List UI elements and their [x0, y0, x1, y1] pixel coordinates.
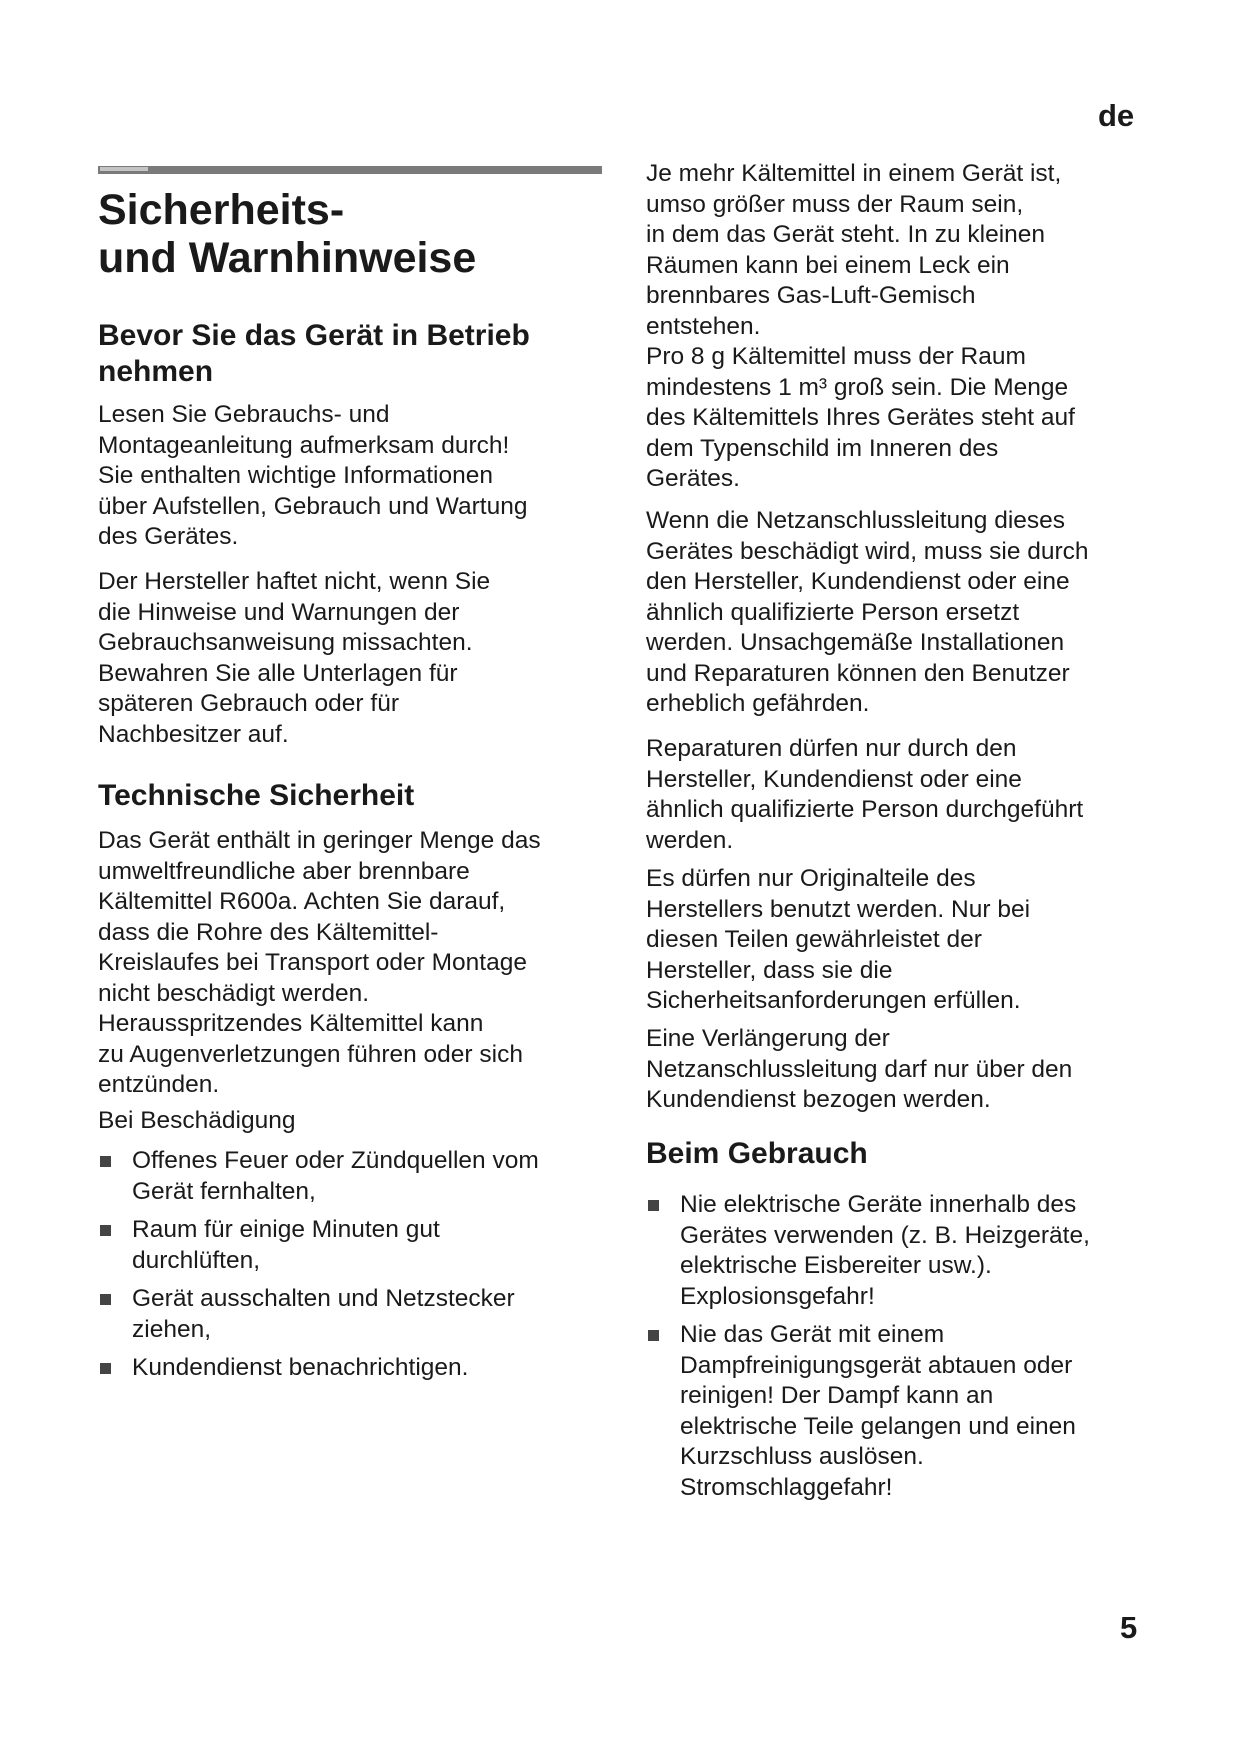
- section-rule: [98, 166, 602, 174]
- heading-before-use: [98, 318, 603, 390]
- paragraph-extension-cord: [646, 1024, 1166, 1116]
- text-line: ziehen,: [132, 1315, 212, 1343]
- text-line: Lesen Sie Gebrauchs- und: [98, 401, 390, 428]
- text-line: über Aufstellen, Gebrauch und Wartung: [98, 492, 528, 520]
- text-line: Kurzschluss auslösen.: [680, 1443, 924, 1470]
- text-line: des Kältemittels Ihres Gerätes steht auf: [646, 404, 1075, 431]
- bullet-square-icon: [648, 1200, 659, 1211]
- text-line: Herausspritzendes Kältemittel kann: [98, 1010, 484, 1037]
- text-line: Der Hersteller haftet nicht, wenn Sie: [98, 568, 491, 595]
- text-line: Gerätes verwenden (z. B. Heizgeräte,: [680, 1221, 1090, 1249]
- text-line: Gebrauchsanweisung missachten.: [98, 629, 473, 656]
- text-line: den Hersteller, Kundendienst oder eine: [646, 568, 1070, 595]
- text-line: Montageanleitung aufmerksam durch!: [98, 431, 510, 459]
- paragraph-read-instructions: [98, 400, 618, 553]
- text-line: Gerät ausschalten und Netzstecker: [132, 1285, 515, 1312]
- text-line: nicht beschädigt werden.: [98, 979, 370, 1007]
- rule-marker: [100, 167, 148, 171]
- text-line: ähnlich qualifizierte Person durchgeführt: [646, 796, 1084, 823]
- text-line: dass die Rohre des Kältemittel-: [98, 918, 439, 946]
- bullet-square-icon: [100, 1294, 111, 1305]
- text-line: Hersteller, Kundendienst oder eine: [646, 765, 1022, 793]
- page-title-line-1: Sicherheits-: [98, 186, 345, 234]
- text-line: umweltfreundliche aber brennbare: [98, 857, 470, 885]
- language-code: de: [1098, 98, 1135, 133]
- text-line: in dem das Gerät steht. In zu kleinen: [646, 221, 1046, 248]
- text-line: erheblich gefährden.: [646, 690, 870, 717]
- text-line: umso größer muss der Raum sein,: [646, 190, 1024, 218]
- text-line: elektrische Teile gelangen und einen: [680, 1412, 1076, 1440]
- heading-before-use-line-1: Bevor Sie das Gerät in Betrieb: [98, 319, 530, 352]
- text-line: Räumen kann bei einem Leck ein: [646, 251, 1010, 279]
- paragraph-refrigerant: [98, 826, 618, 1101]
- paragraph-in-case-of-damage: [98, 1106, 618, 1137]
- text-line: Nie das Gerät mit einem: [680, 1321, 945, 1348]
- text-line: Nachbesitzer auf.: [98, 720, 289, 748]
- text-line: entstehen.: [646, 312, 761, 340]
- heading-during-use: Beim Gebrauch: [646, 1137, 868, 1170]
- bullet-square-icon: [100, 1225, 111, 1236]
- paragraph-room-size: [646, 159, 1166, 495]
- paragraph-liability: [98, 567, 618, 750]
- text-line: entzünden.: [98, 1071, 220, 1098]
- text-line: mindestens 1 m³ groß sein. Die Menge: [646, 373, 1069, 401]
- text-line: und Reparaturen können den Benutzer: [646, 659, 1070, 687]
- text-line: Kreislaufes bei Transport oder Montage: [98, 949, 527, 976]
- text-line: Stromschlaggefahr!: [680, 1473, 893, 1501]
- text-line: diesen Teilen gewährleistet der: [646, 926, 982, 953]
- text-line: Bewahren Sie alle Unterlagen für: [98, 659, 458, 687]
- page-title-line-2: und Warnhinweise: [98, 234, 477, 282]
- text-line: Pro 8 g Kältemittel muss der Raum: [646, 343, 1026, 370]
- text-line: Sie enthalten wichtige Informationen: [98, 462, 493, 489]
- text-line: werden.: [646, 826, 734, 854]
- text-line: Raum für einige Minuten gut: [132, 1216, 440, 1243]
- text-line: Bei Beschädigung: [98, 1107, 296, 1134]
- text-line: die Hinweise und Warnungen der: [98, 598, 460, 626]
- text-line: Wenn die Netzanschlussleitung dieses: [646, 507, 1066, 534]
- text-line: durchlüften,: [132, 1246, 261, 1274]
- text-line: elektrische Eisbereiter usw.).: [680, 1252, 992, 1279]
- text-line: späteren Gebrauch oder für: [98, 690, 399, 717]
- text-line: Kältemittel R600a. Achten Sie darauf,: [98, 888, 506, 915]
- text-line: Gerätes beschädigt wird, muss sie durch: [646, 537, 1089, 565]
- page-title: [98, 186, 603, 282]
- bullet-square-icon: [100, 1156, 111, 1167]
- text-line: Reparaturen dürfen nur durch den: [646, 735, 1017, 762]
- text-line: Je mehr Kältemittel in einem Gerät ist,: [646, 160, 1062, 187]
- bullet-square-icon: [100, 1363, 111, 1374]
- text-line: Es dürfen nur Originalteile des: [646, 865, 976, 892]
- text-line: reinigen! Der Dampf kann an: [680, 1382, 994, 1409]
- text-line: Gerätes.: [646, 465, 740, 492]
- text-line: dem Typenschild im Inneren des: [646, 434, 999, 462]
- text-line: Offenes Feuer oder Zündquellen vom: [132, 1147, 539, 1174]
- text-line: werden. Unsachgemäße Installationen: [646, 629, 1065, 656]
- text-line: Kundendienst bezogen werden.: [646, 1086, 991, 1113]
- text-line: Nie elektrische Geräte innerhalb des: [680, 1191, 1077, 1218]
- heading-technical-safety: Technische Sicherheit: [98, 779, 415, 812]
- text-line: brennbares Gas-Luft-Gemisch: [646, 282, 976, 309]
- text-line: des Gerätes.: [98, 523, 239, 550]
- text-line: Herstellers benutzt werden. Nur bei: [646, 895, 1031, 923]
- text-line: Eine Verlängerung der: [646, 1025, 890, 1052]
- text-line: Sicherheitsanforderungen erfüllen.: [646, 987, 1021, 1014]
- text-line: zu Augenverletzungen führen oder sich: [98, 1040, 523, 1068]
- paragraph-original-parts: [646, 864, 1166, 1017]
- text-line: Explosionsgefahr!: [680, 1282, 875, 1310]
- text-line: Gerät fernhalten,: [132, 1177, 316, 1205]
- paragraph-repairs: [646, 734, 1166, 856]
- heading-before-use-line-2: nehmen: [98, 355, 214, 388]
- paragraph-power-cord: [646, 506, 1166, 720]
- bullet-square-icon: [648, 1330, 659, 1341]
- text-line: Hersteller, dass sie die: [646, 956, 893, 984]
- text-line: Das Gerät enthält in geringer Menge das: [98, 827, 541, 854]
- text-line: ähnlich qualifizierte Person ersetzt: [646, 598, 1020, 626]
- text-line: Netzanschlussleitung darf nur über den: [646, 1055, 1073, 1083]
- page-number: 5: [1120, 1610, 1138, 1645]
- text-line: Kundendienst benachrichtigen.: [132, 1354, 469, 1381]
- text-line: Dampfreinigungsgerät abtauen oder: [680, 1351, 1073, 1379]
